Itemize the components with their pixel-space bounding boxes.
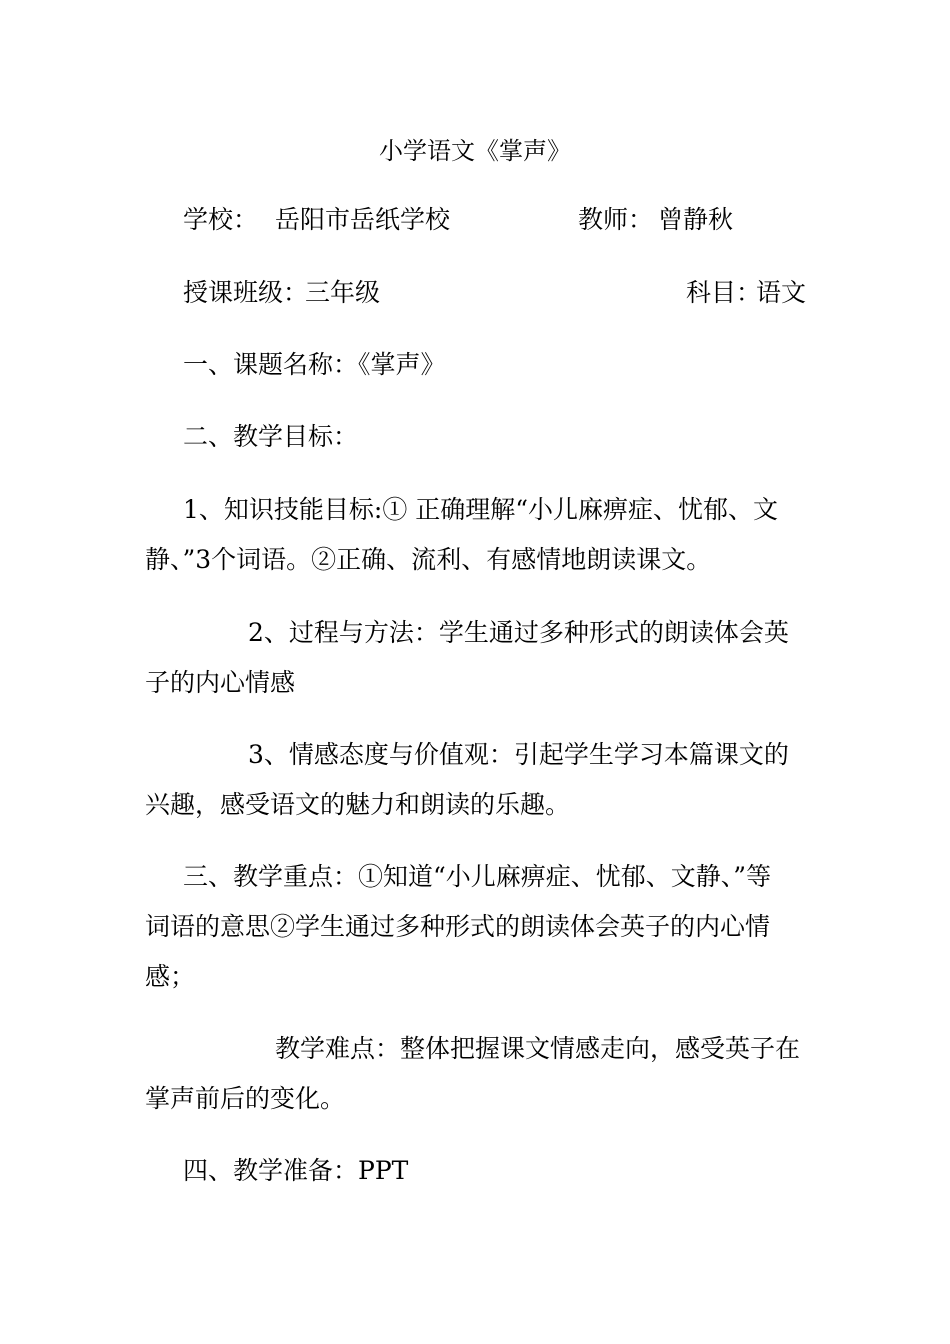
school-label: 学校： [183, 205, 259, 234]
key-points-line1: 三、教学重点：①知道“小儿麻痹症、忧郁、文静、”等 [183, 862, 772, 891]
goal-emotion-line1: 3、情感态度与价值观：引起学生学习本篇课文的 [248, 740, 789, 769]
page-title: 小学语文《掌声》 [379, 137, 571, 165]
goal-knowledge-line2: 静、”3个词语。②正确、流利、有感情地朗读课文。 [145, 545, 712, 574]
key-points-line3: 感； [145, 962, 196, 991]
section-topic: 一、课题名称：《掌声》 [183, 350, 446, 379]
difficulty-line2: 掌声前后的变化。 [145, 1084, 346, 1113]
key-points-line2: 词语的意思②学生通过多种形式的朗读体会英子的内心情 [145, 912, 771, 941]
goal-emotion-line2: 兴趣，感受语文的魅力和朗读的乐趣。 [145, 790, 571, 819]
section-objectives: 二、教学目标： [183, 422, 359, 451]
goal-process-line2: 子的内心情感 [145, 668, 296, 697]
goal-knowledge-line1: 1、知识技能目标:① 正确理解“小儿麻痹症、忧郁、文 [183, 495, 779, 524]
class-value: 三年级 [305, 278, 381, 307]
subject-label: 科目： [686, 278, 762, 307]
class-label: 授课班级： [183, 278, 309, 307]
section-preparation: 四、教学准备：PPT [183, 1156, 409, 1185]
subject-value: 语文 [756, 278, 807, 307]
school-value: 岳阳市岳纸学校 [275, 205, 451, 234]
teacher-value: 曾静秋 [658, 205, 734, 234]
difficulty-line1: 教学难点：整体把握课文情感走向，感受英子在 [275, 1034, 801, 1063]
teacher-label: 教师： [578, 205, 654, 234]
goal-process-line1: 2、过程与方法：学生通过多种形式的朗读体会英 [248, 618, 789, 647]
